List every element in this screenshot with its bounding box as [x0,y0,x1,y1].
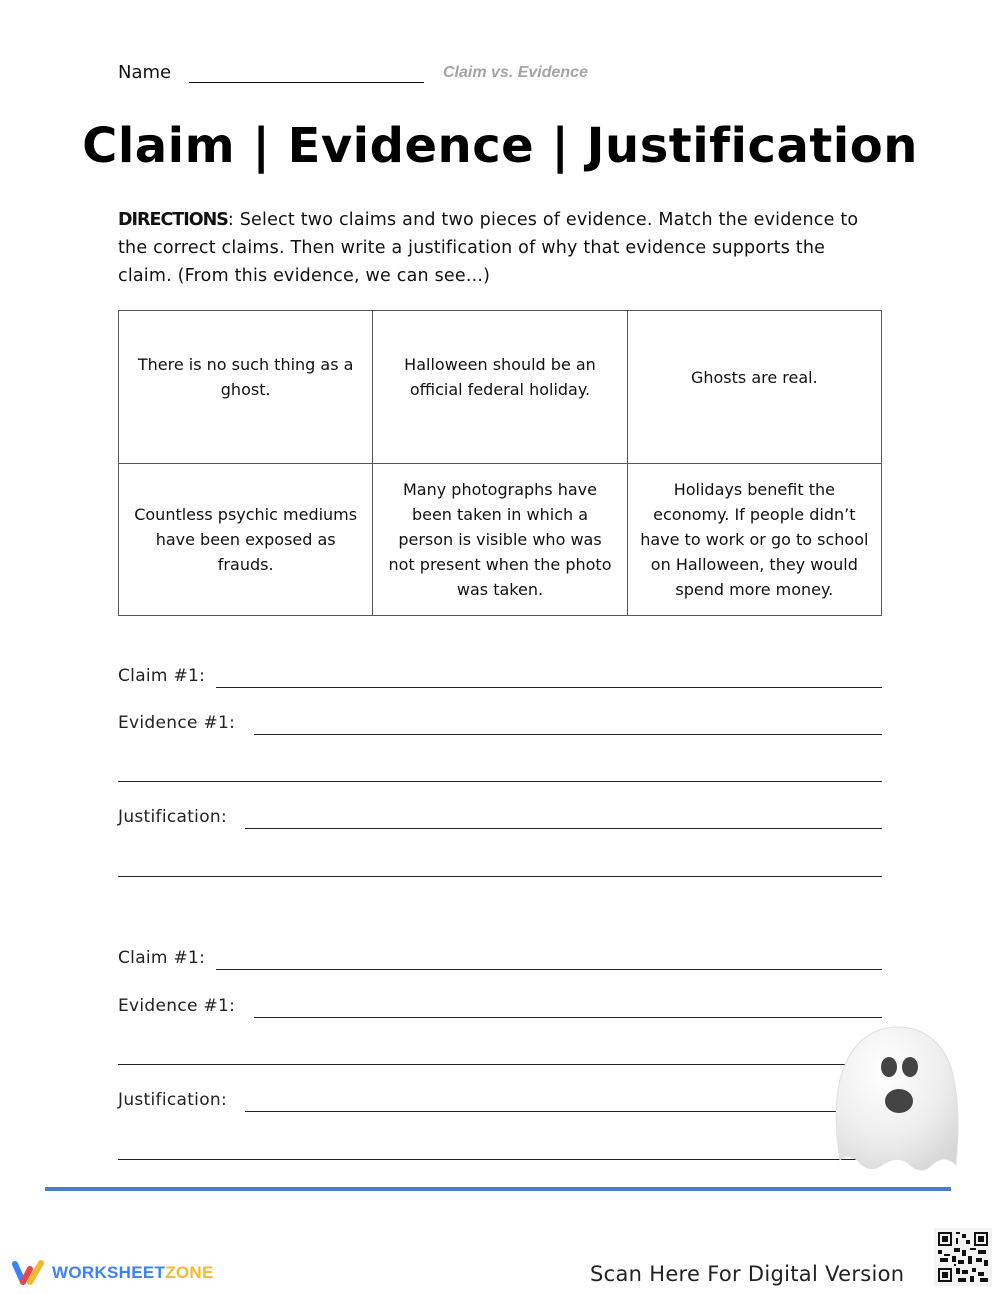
logo-text [52,1263,214,1283]
claim-2-answer-line[interactable] [216,969,882,970]
evidence-2-answer-line[interactable] [254,1017,882,1018]
justification-1-row [118,805,882,829]
name-input-line[interactable] [189,82,424,83]
evidence-card: Many photographs have been taken in which a person is visible who was not present when the photo was taken. [373,464,627,616]
claims-evidence-table [118,310,882,616]
qr-code-icon[interactable] [934,1228,992,1286]
worksheet-subtitle: Claim vs. Evidence [443,64,588,81]
justification-label: Justification: [118,807,227,827]
justification-2-row [118,1088,882,1112]
evidence-row [119,464,882,616]
name-label: Name [118,62,172,83]
justification-2-continuation-row [118,1136,882,1160]
evidence-label: Evidence #1: [118,996,236,1016]
evidence-label: Evidence #1: [118,713,236,733]
evidence-1-answer-line[interactable] [254,734,882,735]
claim-1-answer-line[interactable] [216,687,882,688]
claim-card: There is no such thing as a ghost. [119,311,373,464]
directions [118,206,878,290]
justification-label: Justification: [118,1090,227,1110]
evidence-1-continuation-row [118,758,882,782]
justification-1-answer-line[interactable] [245,828,882,829]
justification-2-continuation-line[interactable] [118,1159,882,1160]
directions-label: DIRECTIONS [118,210,228,230]
footer-divider [45,1187,951,1191]
claim-card: Halloween should be an official federal holiday. [373,311,627,464]
page-title: Claim | Evidence | Justification [82,118,918,174]
evidence-card: Countless psychic mediums have been exposed as frauds. [119,464,373,616]
justification-1-continuation-line[interactable] [118,876,882,877]
evidence-2-continuation-line[interactable] [118,1064,882,1065]
evidence-1-continuation-line[interactable] [118,781,882,782]
claim-2-row [118,946,882,970]
claim-label: Claim #1: [118,666,206,686]
logo-text-worksheet: WORKSHEET [52,1263,166,1282]
claims-row [119,311,882,464]
name-row [118,60,718,90]
directions-text: : Select two claims and two pieces of evidence. Match the evidence to the correct claims. Then write a justification of why that evidence supports the claim. (From this evidence, we can see...) [118,210,859,286]
justification-2-answer-line[interactable] [245,1111,882,1112]
claim-label: Claim #1: [118,948,206,968]
evidence-2-row [118,994,882,1018]
worksheet-zone-logo-icon [10,1259,48,1287]
evidence-card: Holidays benefit the economy. If people didn’t have to work or go to school on Halloween, they would spend more money. [627,464,881,616]
ghost-icon [830,1025,960,1175]
claim-card: Ghosts are real. [627,311,881,464]
scan-instructions: Scan Here For Digital Version [590,1262,905,1286]
worksheet-zone-logo[interactable] [10,1257,270,1289]
claim-1-row [118,664,882,688]
evidence-1-row [118,711,882,735]
logo-text-zone: ZONE [165,1263,214,1282]
justification-1-continuation-row [118,853,882,877]
evidence-2-continuation-row [118,1041,882,1065]
